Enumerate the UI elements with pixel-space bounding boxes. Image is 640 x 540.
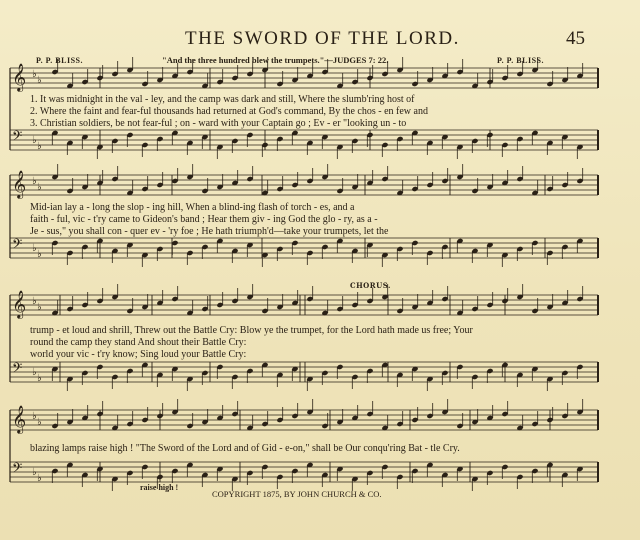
flat-icon: ♭ — [32, 176, 37, 187]
verse-2-line-1: 2. Where the faint and fear-ful thousands had returned at God's command, By the chos - en few and — [30, 106, 428, 117]
hymn-title: THE SWORD OF THE LORD. — [185, 28, 460, 49]
verse-1-line-3: trump - et loud and shrill, Threw out the Battle Cry: Blow ye the trumpet, for the Lord hath made us free; Your — [30, 325, 473, 336]
bass-clef-icon: 𝄢 — [12, 128, 23, 147]
flat-icon: ♭ — [37, 249, 42, 260]
flat-icon: ♭ — [37, 141, 42, 152]
flat-icon: ♭ — [37, 75, 42, 86]
scripture-epigraph: "And the three hundred blew the trumpets."—JUDGES 7: 22. — [162, 55, 389, 65]
flat-icon: ♭ — [37, 373, 42, 384]
flat-icon: ♭ — [37, 417, 42, 428]
flat-icon: ♭ — [37, 473, 42, 484]
flat-icon: ♭ — [32, 135, 37, 146]
bass-clef-icon: 𝄢 — [12, 360, 23, 379]
flat-icon: ♭ — [37, 182, 42, 193]
verse-1-line-2: Mid-ian lay a - long the slop - ing hill, When a blind-ing flash of torch - es, and a — [30, 202, 355, 213]
page-number: 45 — [566, 28, 585, 49]
bass-raise-high: raise high ! — [140, 483, 179, 492]
treble-clef-icon: 𝄞 — [12, 170, 27, 198]
verse-3-line-2: Je - sus," you shall con - quer ev - 'ry foe ; He hath triumph'd—take your trumpets, let the — [30, 226, 389, 237]
verse-1-line-1: 1. It was midnight in the val - ley, and the camp was dark and still, Where the slumb'ring host of — [30, 94, 415, 105]
flat-icon: ♭ — [32, 411, 37, 422]
flat-icon: ♭ — [37, 302, 42, 313]
bass-clef-icon: 𝄢 — [12, 236, 23, 255]
verse-3-line-1: 3. Christian soldiers, be not fear-ful ; on - ward with your Captain go ; Ev - er "looking un - to — [30, 118, 407, 129]
chorus-line: blazing lamps raise high ! "The Sword of the Lord and of Gid - e-on," shall be Our conqu'ring Bat - tle Cry. — [30, 443, 460, 454]
flat-icon: ♭ — [32, 296, 37, 307]
verse-3-line-3: world your vic - t'ry know; Sing loud your Battle Cry: — [30, 349, 247, 360]
verse-2-line-2: faith - ful, vic - t'ry came to Gideon's band ; Hear them giv - ing God the glo - ry, as a - — [30, 214, 378, 225]
treble-clef-icon: 𝄞 — [12, 290, 27, 318]
composer-right: P. P. BLISS. — [497, 56, 544, 65]
copyright-notice: COPYRIGHT 1875, BY JOHN CHURCH & CO. — [212, 489, 382, 499]
flat-icon: ♭ — [32, 69, 37, 80]
flat-icon: ♭ — [32, 243, 37, 254]
flat-icon: ♭ — [32, 467, 37, 478]
verse-2-line-3: round the camp they stand And shout their Battle Cry: — [30, 337, 247, 348]
flat-icon: ♭ — [32, 367, 37, 378]
composer-left: P. P. BLISS. — [36, 56, 83, 65]
bass-clef-icon: 𝄢 — [12, 460, 23, 479]
treble-clef-icon: 𝄞 — [12, 405, 27, 433]
treble-clef-icon: 𝄞 — [12, 63, 27, 91]
chorus-label: CHORUS. — [350, 281, 391, 290]
